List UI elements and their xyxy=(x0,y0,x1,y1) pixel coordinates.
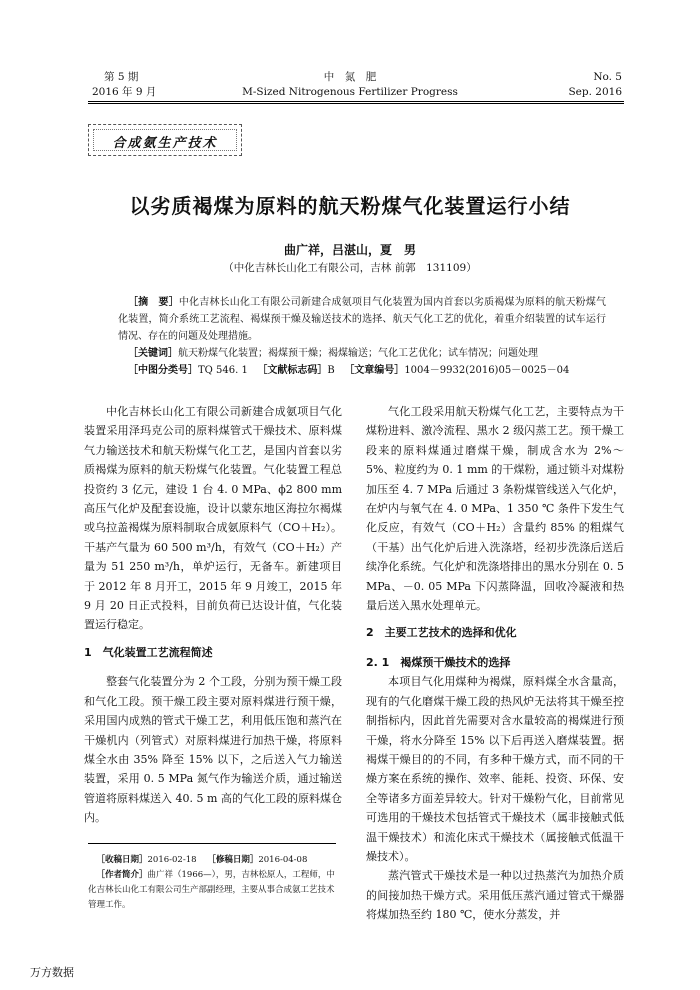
right-paragraph-1: 气化工段采用航天粉煤气化工艺，主要特点为干煤粉进料、激冷流程、黑水 2 级闪蒸工艺。预干燥工段来的原料煤通过磨煤干燥，制成含水为 2%～5%、粒度约为 0. 1 mm 的干煤粉，通过锁斗对煤粉加压至 4. 7 MPa 后通过 3 条粉煤管线送入气化炉，在炉内与氧气在 4. 0 MPa、1 350 ℃ 条件下发生气化反应，有效气（CO＋H₂）含量约 85% 的粗煤气（干基）出气化炉后进入洗涤塔，经初步洗涤后送后续净化系统。气化炉和洗涤塔排出的黑水分别在 0. 5 MPa、－0. 05 MPa 下闪蒸降温，回收冷凝液和热量后送入黑水处理单元。 xyxy=(366,405,624,613)
column-tag: 合成氨生产技术 xyxy=(112,136,218,151)
page-title: 以劣质褐煤为原料的航天粉煤气化装置运行小结 xyxy=(129,194,571,218)
header-rule-thin xyxy=(88,103,624,104)
affiliation: （中化吉林长山化工有限公司，吉林 前郭 131109） xyxy=(223,262,477,274)
footnote-rule xyxy=(88,843,336,844)
left-column xyxy=(84,402,342,828)
classification-line xyxy=(118,362,606,379)
author-bio xyxy=(88,868,338,913)
class-label: ［中图分类号］ xyxy=(128,365,198,376)
keywords-text: 航天粉煤气化装置；褐煤预干燥；褐煤输送；气化工艺优化；试车情况；问题处理 xyxy=(178,348,538,359)
right-paragraph-3: 蒸汽管式干燥技术是一种以过热蒸汽为加热介质的间接加热干燥方式。采用低压蒸汽通过管式干燥器将煤加热至约 180 ℃，使水分蒸发，并 xyxy=(366,869,624,922)
section-1-heading: 1 气化装置工艺流程简述 xyxy=(84,645,213,659)
keywords-label: ［关键词］ xyxy=(128,348,178,359)
right-paragraph-2: 本项目气化用煤种为褐煤，原料煤全水含量高，现有的气化磨煤干燥工段的热风炉无法将其干燥至控制指标内，因此首先需要对含水量较高的褐煤进行预干燥，将水分降至 15% 以下后再送入磨煤装置。据褐煤干燥目的的不同，有多种干燥方式，而不同的干燥方案在系统的操作、效率、能耗、投资、环保、安全等诸多方面差异较大。针对干燥粉气化，目前常见可选用的干燥技术包括管式干燥技术（属非接触式低温干燥技术）和流化床式干燥技术（属接触式低温干燥技术）。 xyxy=(366,675,624,863)
header-date: 2016 年 9 月 xyxy=(92,86,157,98)
revised-date: 2016-04-08 xyxy=(258,855,308,865)
abstract-block xyxy=(118,294,606,379)
article-no-label: ［文章编号］ xyxy=(344,365,405,376)
authors: 曲广祥，吕湛山，夏 男 xyxy=(283,243,416,257)
header-journal-en: M-Sized Nitrogenous Fertilizer Progress xyxy=(242,86,458,98)
abstract-label: ［摘 要］ xyxy=(128,297,179,308)
author-bio-text: 曲广祥（1966—），男，吉林松原人，工程师，中化吉林长山化工有限公司生产部副经理，主要从事合成氨工艺技术管理工作。 xyxy=(88,870,335,910)
section-2-1-heading: 2. 1 褐煤预干燥技术的选择 xyxy=(366,655,511,669)
abstract-paragraph xyxy=(118,294,606,345)
header-rule xyxy=(88,101,624,102)
dates-line xyxy=(88,853,338,868)
right-column xyxy=(366,402,624,925)
keywords-line xyxy=(118,345,606,362)
article-no-value: 1004－9932(2016)05－0025－04 xyxy=(404,365,570,376)
received-date: 2016-02-18 xyxy=(147,855,197,865)
footnote xyxy=(88,853,338,913)
column-tag-box xyxy=(88,124,242,156)
left-paragraph-1: 中化吉林长山化工有限公司新建合成氨项目气化装置采用泽玛克公司的原料煤管式干燥技术、原料煤气力输送技术和航天粉煤气化工艺，是国内首套以劣质褐煤为原料的航天粉煤气化装置。气化装置工程总投资约 3 亿元，建设 1 台 4. 0 MPa、ϕ2 800 mm 高压气化炉及配套设施，设计以蒙东地区海拉尔褐煤或乌拉盖褐煤为原料制取合成氨原料气（CO＋H₂）。干基产气量为 60 500 m³/h，有效气（CO＋H₂）产量为 51 250 m³/h，单炉运行，无备车。新建项目于 2012 年 8 月开工，2015 年 9 月竣工，2015 年 9 月 20 日正式投料，目前负荷已达设计值，气化装置运行稳定。 xyxy=(84,405,342,632)
section-2-heading: 2 主要工艺技术的选择和优化 xyxy=(366,626,517,640)
revised-label: ［修稿日期］ xyxy=(207,855,259,865)
doc-code-label: ［文献标志码］ xyxy=(257,365,328,376)
left-paragraph-2: 整套气化装置分为 2 个工段，分别为预干燥工段和气化工段。预干燥工段主要对原料煤进行预干燥，采用国内成熟的管式干燥工艺，利用低压饱和蒸汽在干燥机内（列管式）对原料煤进行加热干燥，将原料煤全水由 35% 降至 15% 以下，之后送入气力输送装置，采用 0. 5 MPa 氮气作为输送介质，通过输送管道将原料煤送入 40. 5 m 高的气化工段的原料煤仓内。 xyxy=(84,675,342,825)
header-issue-en: No. 5 xyxy=(593,71,622,83)
received-label: ［收稿日期］ xyxy=(96,855,148,865)
author-bio-label: ［作者简介］ xyxy=(96,870,148,880)
header-date-en: Sep. 2016 xyxy=(568,86,622,98)
class-value: TQ 546. 1 xyxy=(198,365,248,376)
wanfang-watermark: 万方数据 xyxy=(30,966,74,979)
abstract-text: 中化吉林长山化工有限公司新建合成氨项目气化装置为国内首套以劣质褐煤为原料的航天粉煤气化装置，简介系统工艺流程、褐煤预干燥及输送技术的选择、航天气化工艺的优化，着重介绍装置的试车运行情况、存在的问题及处理措施。 xyxy=(118,297,607,342)
header-journal-cn: 中 氮 肥 xyxy=(323,71,377,83)
header-issue: 第 5 期 xyxy=(104,71,139,83)
doc-code-value: B xyxy=(327,365,335,376)
